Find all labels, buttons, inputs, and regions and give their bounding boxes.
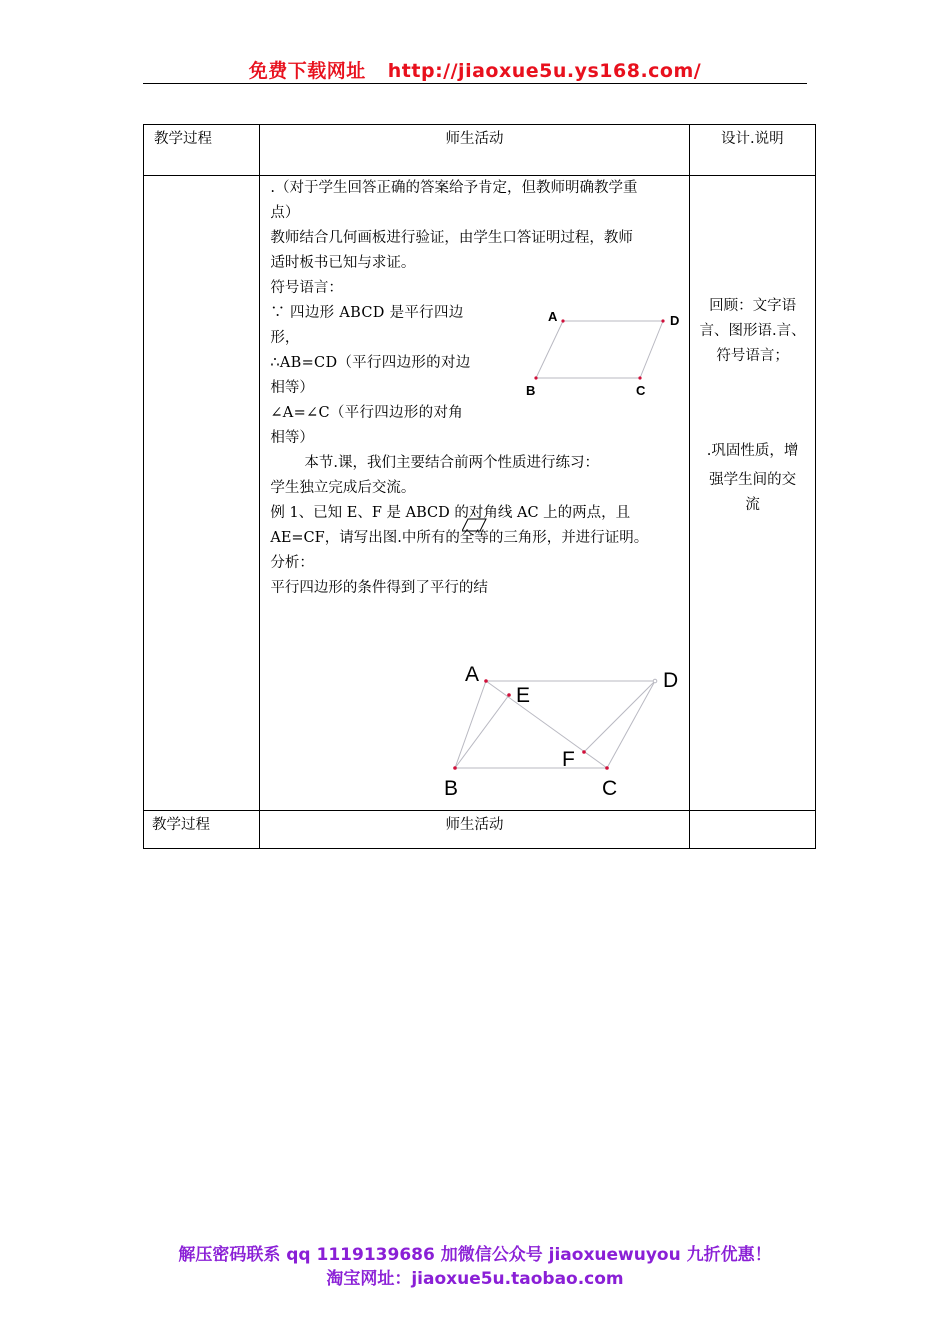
figure1-point-c xyxy=(639,376,642,379)
figure1-label-b: B xyxy=(526,383,536,398)
figure1-label-a: A xyxy=(548,309,558,324)
note-review-line: 言、图形语.言、 xyxy=(699,323,806,339)
repeat-title-activity: 师生活动 xyxy=(445,817,504,833)
body-line: 平行四边形的条件得到了平行的结 xyxy=(270,580,488,596)
figure2-outline xyxy=(455,681,655,768)
repeat-cell-process xyxy=(144,811,260,849)
figure-parallelogram-1 xyxy=(508,303,688,403)
parallelogram-symbol-icon xyxy=(462,517,488,533)
body-line: 例 1、已知 E、F 是 ABCD 的对角线 AC 上的两点，且 xyxy=(270,505,631,521)
lesson-table xyxy=(143,124,816,849)
body-line: 点） xyxy=(270,205,300,221)
body-line: 相等） xyxy=(270,430,314,446)
figure2-diagonal-ac xyxy=(486,681,607,768)
figure1-point-d xyxy=(662,319,665,322)
figure2-label-c: C xyxy=(602,777,618,800)
note-consolidate-line: 流 xyxy=(745,497,760,513)
figure2-point-c xyxy=(606,766,610,770)
column-title-design: 设计.说明 xyxy=(721,131,784,147)
figure2-label-e: E xyxy=(516,684,531,707)
figure2-label-a: A xyxy=(465,663,480,686)
body-line: ∠A=∠C（平行四边形的对角 xyxy=(270,405,464,421)
body-line: 适时板书已知与求证。 xyxy=(270,255,416,271)
body-line: 教师结合几何画板进行验证，由学生口答证明过程，教师 xyxy=(270,230,633,246)
figure2-point-b xyxy=(454,766,458,770)
header-cell-activity xyxy=(260,125,689,176)
figure2-point-a xyxy=(485,679,489,683)
figure-parallelogram-2 xyxy=(430,654,688,810)
body-line: 符号语言： xyxy=(270,280,343,296)
header-site-url[interactable]: http://jiaoxue5u.ys168.com/ xyxy=(387,60,702,82)
note-review-line: 符号语言； xyxy=(716,348,789,364)
table-body-row xyxy=(144,176,816,811)
footer-contact: 解压密码联系 qq 1119139686 加微信公众号 jiaoxuewuyou 九折优惠！ xyxy=(178,1245,772,1265)
figure2-segment-df xyxy=(584,681,655,752)
figure1-label-c: C xyxy=(636,383,646,398)
figure1-point-b xyxy=(535,376,538,379)
body-cell-activity xyxy=(260,176,689,811)
body-line: 相等） xyxy=(270,380,314,396)
header-divider xyxy=(143,83,807,84)
note-consolidate-line: .巩固性质，增 xyxy=(706,443,799,459)
body-line: ∴AB=CD（平行四边形的对边 xyxy=(270,355,471,371)
repeat-cell-design xyxy=(689,811,815,849)
figure2-label-f: F xyxy=(562,748,576,771)
figure1-outline xyxy=(536,321,663,378)
repeat-cell-activity xyxy=(260,811,689,849)
figure2-point-d xyxy=(654,679,658,683)
header-site-label: 免费下载网址 xyxy=(248,60,366,82)
body-cell-process xyxy=(144,176,260,811)
figure2-label-b: B xyxy=(444,777,459,800)
table-repeat-header-row xyxy=(144,811,816,849)
figure1-point-a xyxy=(562,319,565,322)
body-line: 分析： xyxy=(270,555,314,571)
note-review-line: 回顾：文字语 xyxy=(709,298,797,314)
header-link[interactable] xyxy=(0,56,950,83)
body-line: .（对于学生回答正确的答案给予肯定，但教师明确教学重 xyxy=(270,180,638,196)
repeat-title-design xyxy=(690,811,815,813)
figure2-point-e xyxy=(508,693,512,697)
body-line: ∵ 四边形 ABCD 是平行四边 xyxy=(270,305,464,321)
figure1-label-d: D xyxy=(670,313,680,328)
figure2-segment-be xyxy=(455,695,509,768)
figure2-label-d: D xyxy=(663,669,679,692)
body-line: 形， xyxy=(270,330,300,346)
column-title-activity: 师生活动 xyxy=(445,131,504,147)
table-header-row xyxy=(144,125,816,176)
body-line: AE=CF，请写出图.中所有的全等的三角形，并进行证明。 xyxy=(270,530,649,546)
body-line: 本节.课，我们主要结合前两个性质进行练习： xyxy=(304,455,599,471)
header-cell-design xyxy=(689,125,815,176)
footer-shop-link[interactable]: 淘宝网址：jiaoxue5u.taobao.com xyxy=(326,1269,624,1289)
body-line: 学生独立完成后交流。 xyxy=(270,480,416,496)
repeat-title-process: 教学过程 xyxy=(152,817,210,833)
column-title-process: 教学过程 xyxy=(154,131,212,147)
note-consolidate-line: 强学生间的交 xyxy=(709,472,797,488)
body-cell-design xyxy=(689,176,815,811)
figure2-point-f xyxy=(583,750,587,754)
header-cell-process xyxy=(144,125,260,176)
